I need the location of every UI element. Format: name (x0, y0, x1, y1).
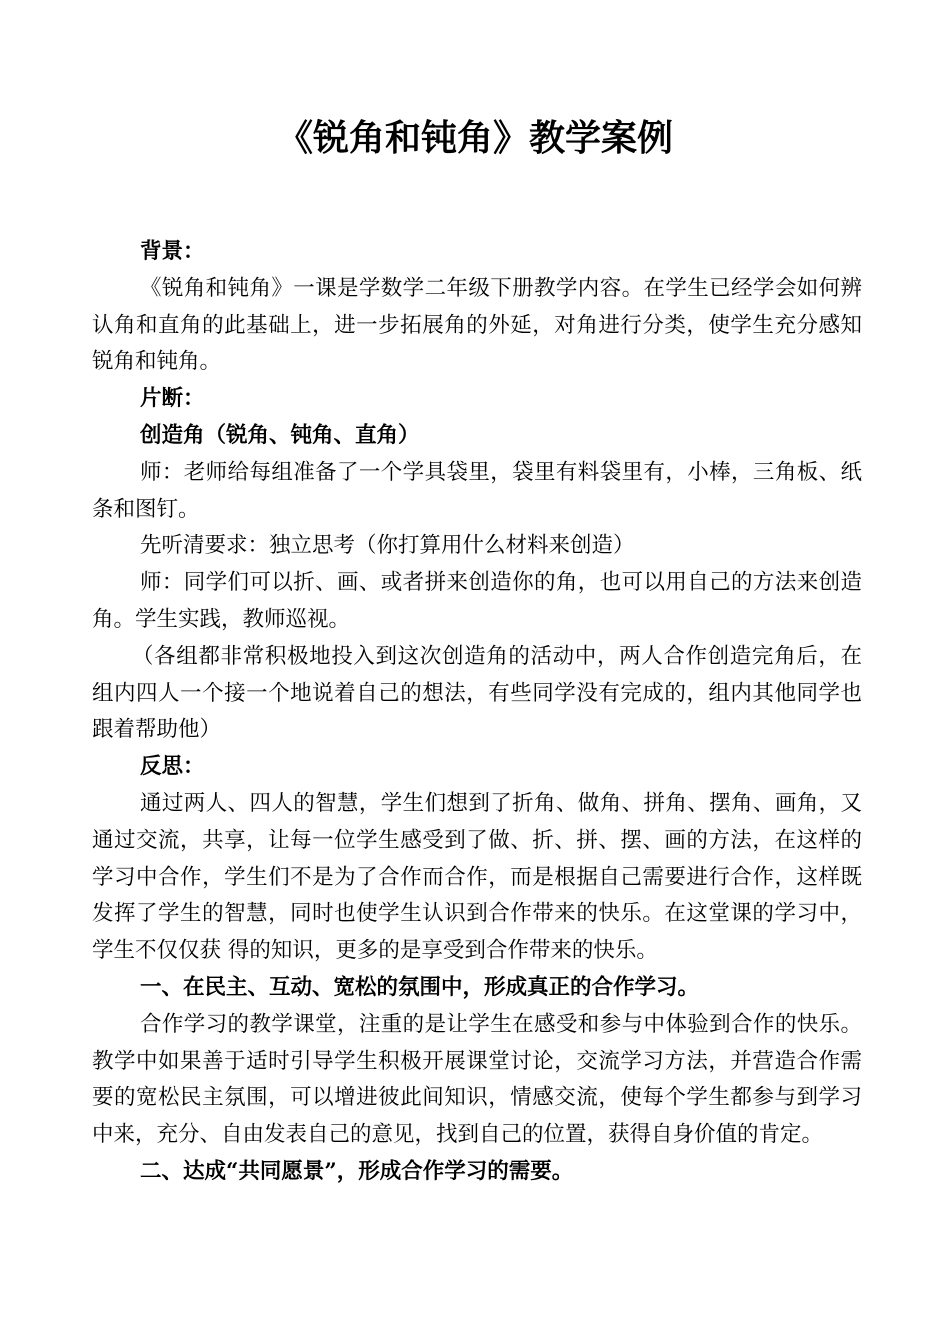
paragraph-teacher-materials: 师：老师给每组准备了一个学具袋里，袋里有料袋里有，小棒，三角板、纸条和图钉。 (92, 459, 862, 522)
fragment-heading: 片断： (140, 386, 205, 412)
section-heading-2: 二、达成“共同愿景”，形成合作学习的需要。 (140, 1158, 574, 1184)
reflection-heading: 反思： (140, 754, 205, 780)
create-angle-heading: 创造角（锐角、钝角、直角） (140, 422, 420, 448)
background-heading: 背景： (140, 239, 205, 264)
document-body (92, 234, 862, 1191)
paragraph-group-activity: （各组都非常积极地投入到这次创造角的活动中，两人合作创造完角后，在组内四人一个接一个地说着自己的想法，有些同学没有完成的，组内其他同学也跟着帮助他） (92, 643, 862, 743)
paragraph-requirements: 先听清要求：独立思考（你打算用什么材料来创造） (140, 533, 635, 559)
document-title: 《锐角和钝角》教学案例 (276, 117, 673, 159)
paragraph-teacher-instructions: 师：同学们可以折、画、或者拼来创造你的角，也可以用自己的方法来创造角。学生实践，教师巡视。 (92, 570, 862, 632)
background-paragraph: 《锐角和钝角》一课是学数学二年级下册教学内容。在学生已经学会如何辨认角和直角的此基础上，进一步拓展角的外延，对角进行分类，使学生充分感知锐角和钝角。 (92, 275, 862, 375)
paragraph-cooperative-learning: 合作学习的教学课堂，注重的是让学生在感受和参与中体验到合作的快乐。教学中如果善于适时引导学生积极开展课堂讨论，交流学习方法，并营造合作需要的宽松民主氛围，可以增进彼此间知识，情感交流，使每个学生都参与到学习中来，充分、自由发表自己的意见，找到自己的位置，获得自身价值的肯定。 (92, 1011, 862, 1148)
section-heading-1: 一、在民主、互动、宽松的氛围中，形成真正的合作学习。 (140, 974, 700, 1000)
paragraph-reflection: 通过两人、四人的智慧，学生们想到了折角、做角、拼角、摆角、画角，又通过交流，共享，让每一位学生感受到了做、折、拼、摆、画的方法，在这样的学习中合作，学生们不是为了合作而合作，而是根据自己需要进行合作，这样既发挥了学生的智慧，同时也使学生认识到合作带来的快乐。在这堂课的学习中，学生不仅仅获 得的知识，更多的是享受到合作带来的快乐。 (92, 790, 862, 964)
